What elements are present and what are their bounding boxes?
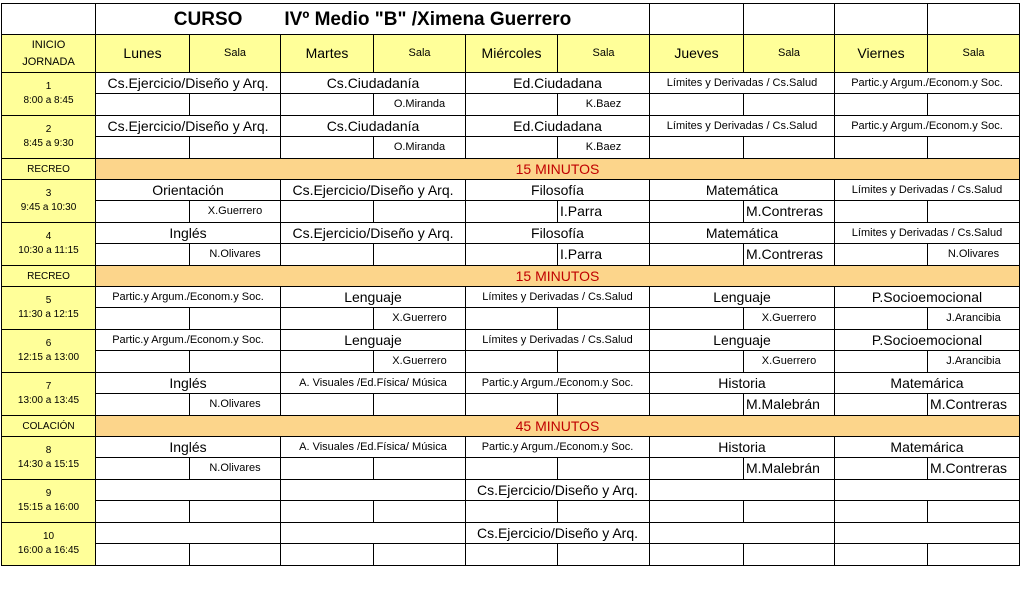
sala-teacher-cell [744,137,835,159]
period-number: 1 [45,81,52,92]
sala-teacher-cell [374,394,466,416]
period-teacher-row [2,351,1020,373]
subject-cell [96,480,281,501]
teacher-cell [466,201,558,223]
sala-teacher-cell [190,94,281,116]
subject-cell: Partic.y Argum./Econom.y Soc. [835,116,1020,137]
period-subject-row [2,116,1020,137]
period-subject-row [2,330,1020,351]
subject-cell: Lenguaje [650,287,835,308]
sala-teacher-cell [374,201,466,223]
sala-teacher-cell: X.Guerrero [190,201,281,223]
subject-cell: P.Socioemocional [835,330,1020,351]
sala-teacher-cell [928,94,1020,116]
period-subject-row [2,480,1020,501]
sala-header: Sala [558,35,650,73]
subject-cell: Lenguaje [650,330,835,351]
sala-teacher-cell [928,544,1020,566]
teacher-cell [650,501,744,523]
sala-teacher-cell: N.Olivares [190,394,281,416]
teacher-cell [835,544,928,566]
sala-header: Sala [744,35,835,73]
period-teacher-row [2,244,1020,266]
period-subject-row [2,437,1020,458]
break-duration: 15 MINUTOS [96,266,1020,287]
sala-teacher-cell: J.Arancibia [928,308,1020,330]
title-cell [96,4,650,35]
sala-teacher-cell [374,501,466,523]
sala-teacher-cell [558,351,650,373]
teacher-cell [466,308,558,330]
title-empty-cell [744,4,835,35]
teacher-cell [466,501,558,523]
teacher-cell [650,201,744,223]
subject-cell: Límites y Derivadas / Cs.Salud [650,73,835,94]
subject-cell: Partic.y Argum./Econom.y Soc. [466,373,650,394]
subject-cell: Cs.Ejercicio/Diseño y Arq. [466,523,650,544]
subject-cell [650,480,835,501]
break-row [2,159,1020,180]
break-duration: 15 MINUTOS [96,159,1020,180]
title-row [2,4,1020,35]
teacher-cell [96,201,190,223]
period-number: 4 [45,231,52,242]
teacher-cell [96,308,190,330]
period-slot-cell [2,180,96,223]
subject-cell [281,480,466,501]
subject-cell: Historia [650,437,835,458]
teacher-cell [835,201,928,223]
teacher-cell [650,544,744,566]
schedule-table [1,3,1020,566]
subject-cell: Límites y Derivadas / Cs.Salud [466,330,650,351]
teacher-cell [96,244,190,266]
sala-teacher-cell: M.Malebrán [744,458,835,480]
day-header-viernes: Viernes [835,35,928,73]
teacher-cell [466,458,558,480]
period-time: 12:15 a 13:00 [17,352,80,363]
title-empty-cell [928,4,1020,35]
sala-teacher-cell [190,544,281,566]
day-header-lunes: Lunes [96,35,190,73]
subject-cell: A. Visuales /Ed.Física/ Música [281,373,466,394]
period-teacher-row [2,308,1020,330]
sala-teacher-cell: N.Olivares [928,244,1020,266]
subject-cell: Límites y Derivadas / Cs.Salud [835,223,1020,244]
subject-cell: Lenguaje [281,330,466,351]
inicio-label: INICIO [31,38,66,51]
teacher-cell [96,501,190,523]
teacher-cell [650,137,744,159]
period-slot-cell [2,373,96,416]
sala-teacher-cell: M.Contreras [928,458,1020,480]
sala-teacher-cell: K.Baez [558,94,650,116]
period-subject-row [2,523,1020,544]
teacher-cell [835,244,928,266]
sala-teacher-cell: X.Guerrero [374,308,466,330]
subject-cell [835,523,1020,544]
teacher-cell [835,394,928,416]
teacher-cell [835,308,928,330]
period-number: 3 [45,188,52,199]
sala-header: Sala [928,35,1020,73]
sala-teacher-cell: X.Guerrero [744,308,835,330]
sala-teacher-cell: J.Arancibia [928,351,1020,373]
subject-cell: Filosofía [466,223,650,244]
period-number: 10 [42,531,55,542]
subject-cell: Orientación [96,180,281,201]
sala-teacher-cell: K.Baez [558,137,650,159]
sala-teacher-cell [190,137,281,159]
period-time: 15:15 a 16:00 [17,502,80,513]
teacher-cell [835,501,928,523]
period-subject-row [2,180,1020,201]
period-number: 2 [45,124,52,135]
period-time: 13:00 a 13:45 [17,395,80,406]
sala-teacher-cell: I.Parra [558,201,650,223]
sala-teacher-cell: M.Contreras [928,394,1020,416]
teacher-cell [835,351,928,373]
teacher-cell [650,308,744,330]
period-teacher-row [2,544,1020,566]
teacher-cell [96,351,190,373]
sala-teacher-cell [190,501,281,523]
break-duration: 45 MINUTOS [96,416,1020,437]
teacher-cell [281,458,374,480]
teacher-cell [96,394,190,416]
teacher-cell [96,94,190,116]
teacher-cell [466,94,558,116]
subject-cell: Ed.Ciudadana [466,116,650,137]
subject-cell: Cs.Ejercicio/Diseño y Arq. [96,116,281,137]
day-header-jueves: Jueves [650,35,744,73]
period-time: 10:30 a 11:15 [18,245,79,256]
sala-teacher-cell [374,458,466,480]
teacher-cell [281,308,374,330]
subject-cell: Límites y Derivadas / Cs.Salud [835,180,1020,201]
period-teacher-row [2,501,1020,523]
subject-cell: Cs.Ciudadanía [281,73,466,94]
sala-teacher-cell [928,137,1020,159]
teacher-cell [96,458,190,480]
subject-cell: Cs.Ciudadanía [281,116,466,137]
period-subject-row [2,373,1020,394]
title-spacer-cell [2,4,96,35]
teacher-cell [650,351,744,373]
teacher-cell [281,94,374,116]
sala-teacher-cell: M.Contreras [744,201,835,223]
subject-cell: Matemática [650,180,835,201]
break-label: RECREO [2,266,96,287]
period-subject-row [2,287,1020,308]
teacher-cell [835,458,928,480]
sala-teacher-cell [928,501,1020,523]
period-teacher-row [2,458,1020,480]
teacher-cell [466,351,558,373]
sala-teacher-cell: X.Guerrero [374,351,466,373]
course-name: IVº Medio "B" /Ximena Guerrero [284,8,572,30]
course-label: CURSO [173,8,243,30]
period-slot-cell [2,480,96,523]
title-empty-cell [835,4,928,35]
subject-cell: A. Visuales /Ed.Física/ Música [281,437,466,458]
teacher-cell [466,244,558,266]
period-teacher-row [2,201,1020,223]
day-header-martes: Martes [281,35,374,73]
sala-teacher-cell [744,94,835,116]
subject-cell: Matemática [650,223,835,244]
teacher-cell [650,244,744,266]
subject-cell: P.Socioemocional [835,287,1020,308]
sala-teacher-cell: M.Malebrán [744,394,835,416]
sala-teacher-cell [190,308,281,330]
sala-teacher-cell: I.Parra [558,244,650,266]
subject-cell: Matemárica [835,437,1020,458]
period-subject-row [2,223,1020,244]
sala-teacher-cell [558,308,650,330]
sala-teacher-cell [374,244,466,266]
title-empty-cell [650,4,744,35]
period-time: 8:00 a 8:45 [23,95,74,106]
sala-teacher-cell: N.Olivares [190,244,281,266]
break-label: RECREO [2,159,96,180]
subject-cell: Matemárica [835,373,1020,394]
teacher-cell [466,137,558,159]
period-time: 9:45 a 10:30 [20,202,77,213]
sala-teacher-cell: N.Olivares [190,458,281,480]
teacher-cell [466,394,558,416]
sala-teacher-cell [558,458,650,480]
sala-teacher-cell [558,394,650,416]
period-time: 8:45 a 9:30 [23,138,74,149]
period-slot-cell [2,330,96,373]
teacher-cell [650,394,744,416]
subject-cell: Partic.y Argum./Econom.y Soc. [96,330,281,351]
period-slot-cell [2,523,96,566]
period-teacher-row [2,394,1020,416]
subject-cell: Inglés [96,373,281,394]
inicio-jornada-header [2,35,96,73]
subject-cell: Ed.Ciudadana [466,73,650,94]
teacher-cell [650,94,744,116]
subject-cell: Lenguaje [281,287,466,308]
period-time: 14:30 a 15:15 [17,459,80,470]
sala-teacher-cell: M.Contreras [744,244,835,266]
period-subject-row [2,73,1020,94]
period-number: 7 [45,381,52,392]
period-slot-cell [2,73,96,116]
period-slot-cell [2,223,96,266]
break-row [2,266,1020,287]
period-teacher-row [2,137,1020,159]
teacher-cell [281,394,374,416]
teacher-cell [650,458,744,480]
teacher-cell [281,544,374,566]
sala-teacher-cell [374,544,466,566]
sala-teacher-cell: X.Guerrero [744,351,835,373]
subject-cell: Partic.y Argum./Econom.y Soc. [466,437,650,458]
sala-teacher-cell: O.Miranda [374,137,466,159]
sala-teacher-cell [558,544,650,566]
subject-cell: Filosofía [466,180,650,201]
subject-cell [281,523,466,544]
period-time: 11:30 a 12:15 [18,309,79,320]
teacher-cell [835,94,928,116]
subject-cell: Partic.y Argum./Econom.y Soc. [835,73,1020,94]
subject-cell: Límites y Derivadas / Cs.Salud [466,287,650,308]
subject-cell: Inglés [96,223,281,244]
subject-cell [835,480,1020,501]
teacher-cell [281,501,374,523]
subject-cell: Cs.Ejercicio/Diseño y Arq. [96,73,281,94]
break-label: COLACIÓN [2,416,96,437]
period-slot-cell [2,287,96,330]
sala-teacher-cell [928,201,1020,223]
sala-header: Sala [374,35,466,73]
period-number: 9 [45,488,52,499]
teacher-cell [96,544,190,566]
teacher-cell [835,137,928,159]
sala-header: Sala [190,35,281,73]
period-number: 5 [45,295,52,306]
teacher-cell [281,244,374,266]
subject-cell [650,523,835,544]
teacher-cell [466,544,558,566]
day-header-miercoles: Miércoles [466,35,558,73]
period-slot-cell [2,116,96,159]
subject-cell: Límites y Derivadas / Cs.Salud [650,116,835,137]
subject-cell: Historia [650,373,835,394]
teacher-cell [281,351,374,373]
jornada-label: JORNADA [22,55,75,68]
subject-cell [96,523,281,544]
period-time: 16:00 a 16:45 [17,545,80,556]
sala-teacher-cell [190,351,281,373]
sala-teacher-cell: O.Miranda [374,94,466,116]
subject-cell: Cs.Ejercicio/Diseño y Arq. [281,223,466,244]
subject-cell: Cs.Ejercicio/Diseño y Arq. [466,480,650,501]
period-number: 6 [45,338,52,349]
subject-cell: Partic.y Argum./Econom.y Soc. [96,287,281,308]
subject-cell: Cs.Ejercicio/Diseño y Arq. [281,180,466,201]
sala-teacher-cell [558,501,650,523]
period-teacher-row [2,94,1020,116]
sala-teacher-cell [744,501,835,523]
period-slot-cell [2,437,96,480]
subject-cell: Inglés [96,437,281,458]
sala-teacher-cell [744,544,835,566]
teacher-cell [281,201,374,223]
teacher-cell [96,137,190,159]
period-number: 8 [45,445,52,456]
break-row [2,416,1020,437]
teacher-cell [281,137,374,159]
header-row [2,35,1020,73]
